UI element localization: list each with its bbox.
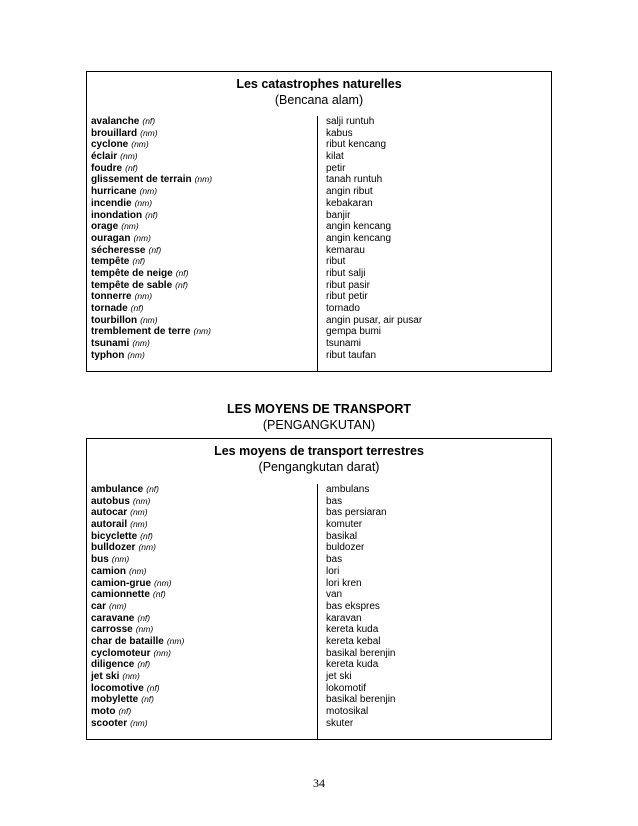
malay-translation: lori — [326, 565, 340, 577]
french-word: tempête de sable — [91, 279, 173, 291]
malay-translation: komuter — [326, 519, 363, 531]
gender-marker: (nm) — [120, 151, 138, 162]
french-term — [91, 303, 143, 315]
malay-translation: ribut taufan — [326, 349, 377, 361]
french-term — [91, 589, 166, 601]
gender-marker: (nm) — [166, 635, 185, 646]
malay-translation: gempa bumi — [326, 326, 382, 338]
table-row — [87, 151, 551, 163]
gender-marker: (nf) — [146, 484, 159, 494]
gender-marker: (nm) — [122, 671, 140, 681]
french-word: camionnette — [91, 589, 150, 601]
french-word: bulldozer — [91, 542, 136, 554]
table-subtitle: (Pengangkutan darat) — [258, 460, 380, 474]
table-row — [87, 128, 551, 140]
french-term — [91, 315, 158, 327]
french-word: mobylette — [91, 694, 139, 706]
gender-marker: (nf) — [125, 162, 138, 173]
table-row — [87, 566, 551, 578]
gender-marker: (nm) — [132, 495, 151, 506]
malay-translation: petir — [326, 162, 346, 174]
french-term — [91, 326, 211, 338]
gender-marker: (nf) — [146, 682, 160, 693]
table-row — [87, 659, 551, 671]
table-row — [87, 694, 551, 706]
table-row — [87, 245, 551, 257]
table-row — [87, 315, 551, 327]
french-term — [91, 256, 145, 268]
french-term — [91, 128, 158, 140]
french-term — [91, 198, 152, 210]
french-word: glissement de terrain — [91, 174, 192, 186]
table-row — [87, 531, 551, 543]
gender-marker: (nf) — [152, 589, 166, 600]
french-word: caravane — [91, 612, 135, 624]
gender-marker: (nm) — [130, 519, 148, 530]
french-term — [91, 338, 150, 350]
gender-marker: (nf) — [140, 530, 153, 541]
gender-marker: (nf) — [137, 659, 151, 670]
gender-marker: (nm) — [131, 139, 149, 150]
table-row — [87, 601, 551, 613]
malay-translation: ribut kencang — [326, 139, 387, 151]
french-word: tremblement de terre — [91, 326, 191, 338]
malay-translation: angin kencang — [326, 221, 392, 233]
malay-translation: kebakaran — [326, 197, 373, 209]
gender-marker: (nf) — [175, 267, 189, 278]
table-row — [87, 256, 551, 268]
gender-marker: (nm) — [133, 232, 151, 243]
french-term — [91, 519, 148, 531]
french-term — [91, 566, 147, 578]
french-term — [91, 186, 157, 198]
column-divider — [317, 484, 318, 739]
malay-translation: motosikal — [326, 706, 369, 718]
table-row — [87, 198, 551, 210]
gender-marker: (nm) — [130, 717, 148, 728]
french-word: tsunami — [91, 338, 130, 350]
french-word: cyclomoteur — [91, 647, 151, 659]
french-word: tempête — [91, 256, 130, 268]
gender-marker: (nf) — [148, 244, 162, 255]
table-row — [87, 210, 551, 222]
table-rows — [87, 116, 551, 361]
french-word: carrosse — [91, 624, 133, 636]
french-word: typhon — [91, 349, 125, 361]
gender-marker: (nm) — [139, 186, 158, 197]
table-row — [87, 519, 551, 531]
table-row — [87, 303, 551, 315]
malay-translation: bas persiaran — [326, 507, 387, 519]
table-subtitle: (Bencana alam) — [274, 93, 364, 107]
french-word: avalanche — [91, 116, 140, 127]
malay-translation: tsunami — [326, 338, 362, 350]
malay-translation: kereta kebal — [326, 635, 381, 647]
french-term — [91, 671, 140, 683]
gender-marker: (nm) — [129, 565, 147, 576]
table-row — [87, 163, 551, 175]
malay-translation: bas — [326, 495, 343, 507]
table-row — [87, 484, 551, 496]
malay-translation: ambulans — [326, 484, 370, 495]
malay-translation: ribut pasir — [326, 279, 370, 291]
french-term — [91, 484, 159, 496]
gender-marker: (nm) — [121, 221, 139, 232]
table-row — [87, 624, 551, 636]
french-term — [91, 151, 138, 163]
french-word: ambulance — [91, 484, 144, 495]
malay-translation: kereta kuda — [326, 659, 379, 671]
french-word: diligence — [91, 659, 135, 671]
french-word: jet ski — [91, 671, 120, 682]
french-word: tornade — [91, 303, 128, 314]
french-term — [91, 280, 188, 292]
french-term — [91, 659, 150, 671]
table-row — [87, 291, 551, 303]
malay-translation: tornado — [326, 303, 360, 314]
table-row — [87, 116, 551, 128]
french-term — [91, 245, 161, 257]
table-title: Les moyens de transport terrestres — [214, 444, 424, 458]
table-row — [87, 671, 551, 683]
french-word: car — [91, 600, 107, 612]
table-row — [87, 139, 551, 151]
french-term — [91, 718, 148, 730]
gender-marker: (nm) — [194, 174, 213, 185]
french-word: bicyclette — [91, 530, 138, 542]
table-row — [87, 221, 551, 233]
natural-disasters-table — [86, 71, 552, 372]
french-term — [91, 291, 152, 303]
french-word: autobus — [91, 495, 130, 507]
french-term — [91, 624, 153, 636]
french-term — [91, 496, 150, 508]
malay-translation: basikal berenjin — [326, 647, 396, 659]
french-term — [91, 531, 153, 543]
gender-marker: (nm) — [154, 577, 172, 588]
french-term — [91, 601, 127, 613]
french-word: tonnerre — [91, 291, 132, 303]
french-word: camion-grue — [91, 577, 152, 589]
gender-marker: (nm) — [135, 624, 154, 635]
french-term — [91, 139, 149, 151]
malay-translation: lori kren — [326, 577, 362, 589]
table-row — [87, 648, 551, 660]
malay-translation: kemarau — [326, 244, 365, 256]
malay-translation: kilat — [326, 151, 344, 163]
french-term — [91, 268, 188, 280]
malay-translation: angin pusar, air pusar — [326, 314, 423, 326]
malay-translation: ribut — [326, 256, 346, 268]
gender-marker: (nf) — [137, 612, 151, 623]
column-divider — [317, 116, 318, 371]
malay-translation: kereta kuda — [326, 624, 379, 636]
table-row — [87, 280, 551, 292]
french-word: inondation — [91, 209, 143, 221]
french-term — [91, 636, 184, 648]
french-term — [91, 554, 129, 566]
gender-marker: (nm) — [127, 349, 145, 360]
malay-translation: basikal berenjin — [326, 694, 396, 706]
table-row — [87, 338, 551, 350]
table-row — [87, 636, 551, 648]
malay-translation: banjir — [326, 209, 351, 221]
gender-marker: (nm) — [134, 291, 153, 302]
malay-translation: karavan — [326, 612, 362, 624]
malay-translation: van — [326, 589, 343, 601]
french-term — [91, 116, 155, 128]
malay-translation: angin ribut — [326, 186, 373, 198]
table-title: Les catastrophes naturelles — [236, 77, 402, 91]
french-word: cyclone — [91, 139, 129, 151]
french-word: foudre — [91, 162, 123, 174]
gender-marker: (nf) — [175, 279, 188, 290]
french-term — [91, 221, 139, 233]
french-word: ouragan — [91, 232, 131, 244]
gender-marker: (nm) — [132, 338, 150, 349]
table-row — [87, 683, 551, 695]
french-term — [91, 613, 150, 625]
french-term — [91, 578, 172, 590]
gender-marker: (nf) — [145, 209, 158, 220]
table-row — [87, 174, 551, 186]
table-row — [87, 326, 551, 338]
french-term — [91, 210, 158, 222]
malay-translation: tanah runtuh — [326, 174, 383, 186]
french-word: tempête de neige — [91, 267, 173, 279]
gender-marker: (nf) — [142, 116, 156, 126]
malay-translation: ribut petir — [326, 291, 368, 303]
table-rows — [87, 484, 551, 729]
malay-translation: lokomotif — [326, 682, 367, 694]
french-word: orage — [91, 221, 119, 233]
malay-translation: bas — [326, 554, 343, 566]
gender-marker: (nm) — [140, 314, 158, 325]
french-term — [91, 694, 154, 706]
french-word: brouillard — [91, 127, 138, 139]
malay-translation: basikal — [326, 530, 358, 542]
french-word: hurricane — [91, 186, 137, 198]
french-term — [91, 683, 160, 695]
gender-marker: (nm) — [111, 554, 130, 565]
french-word: éclair — [91, 151, 118, 163]
french-word: locomotive — [91, 682, 144, 694]
gender-marker: (nm) — [134, 197, 153, 208]
french-word: char de bataille — [91, 635, 164, 647]
malay-translation: ribut salji — [326, 267, 366, 279]
gender-marker: (nm) — [138, 542, 156, 553]
french-term — [91, 163, 138, 175]
malay-translation: skuter — [326, 717, 354, 729]
french-word: autorail — [91, 519, 128, 531]
table-row — [87, 706, 551, 718]
table-row — [87, 186, 551, 198]
table-row — [87, 268, 551, 280]
section-title: LES MOYENS DE TRANSPORT — [226, 402, 412, 416]
french-term — [91, 350, 145, 362]
table-row — [87, 350, 551, 362]
table-row — [87, 233, 551, 245]
gender-marker: (nf) — [118, 706, 132, 717]
french-word: camion — [91, 565, 127, 577]
table-row — [87, 554, 551, 566]
french-term — [91, 507, 148, 519]
french-term — [91, 542, 156, 554]
gender-marker: (nm) — [130, 507, 148, 518]
gender-marker: (nf) — [130, 303, 144, 313]
malay-translation: jet ski — [326, 671, 352, 682]
gender-marker: (nm) — [140, 127, 158, 138]
table-row — [87, 718, 551, 730]
french-word: scooter — [91, 717, 128, 729]
malay-translation: bas ekspres — [326, 600, 380, 612]
malay-translation: buldozer — [326, 542, 365, 554]
french-term — [91, 233, 151, 245]
table-row — [87, 542, 551, 554]
table-row — [87, 613, 551, 625]
section-subtitle: (PENGANGKUTAN) — [262, 418, 376, 432]
french-word: incendie — [91, 197, 132, 209]
gender-marker: (nm) — [193, 326, 211, 337]
gender-marker: (nm) — [109, 600, 127, 611]
table-row — [87, 578, 551, 590]
french-word: moto — [91, 706, 116, 718]
gender-marker: (nf) — [132, 256, 146, 267]
malay-translation: kabus — [326, 127, 353, 139]
malay-translation: angin kencang — [326, 232, 392, 244]
table-row — [87, 589, 551, 601]
french-word: autocar — [91, 507, 128, 519]
french-word: tourbillon — [91, 314, 138, 326]
page-number: 34 — [313, 776, 325, 790]
table-row — [87, 507, 551, 519]
french-term — [91, 706, 131, 718]
french-term — [91, 648, 171, 660]
french-word: bus — [91, 554, 109, 566]
table-row — [87, 496, 551, 508]
french-term — [91, 174, 212, 186]
french-word: sécheresse — [91, 244, 146, 256]
malay-translation: salji runtuh — [326, 116, 375, 127]
gender-marker: (nm) — [153, 647, 171, 658]
gender-marker: (nf) — [141, 694, 154, 705]
land-transport-table — [86, 438, 552, 740]
